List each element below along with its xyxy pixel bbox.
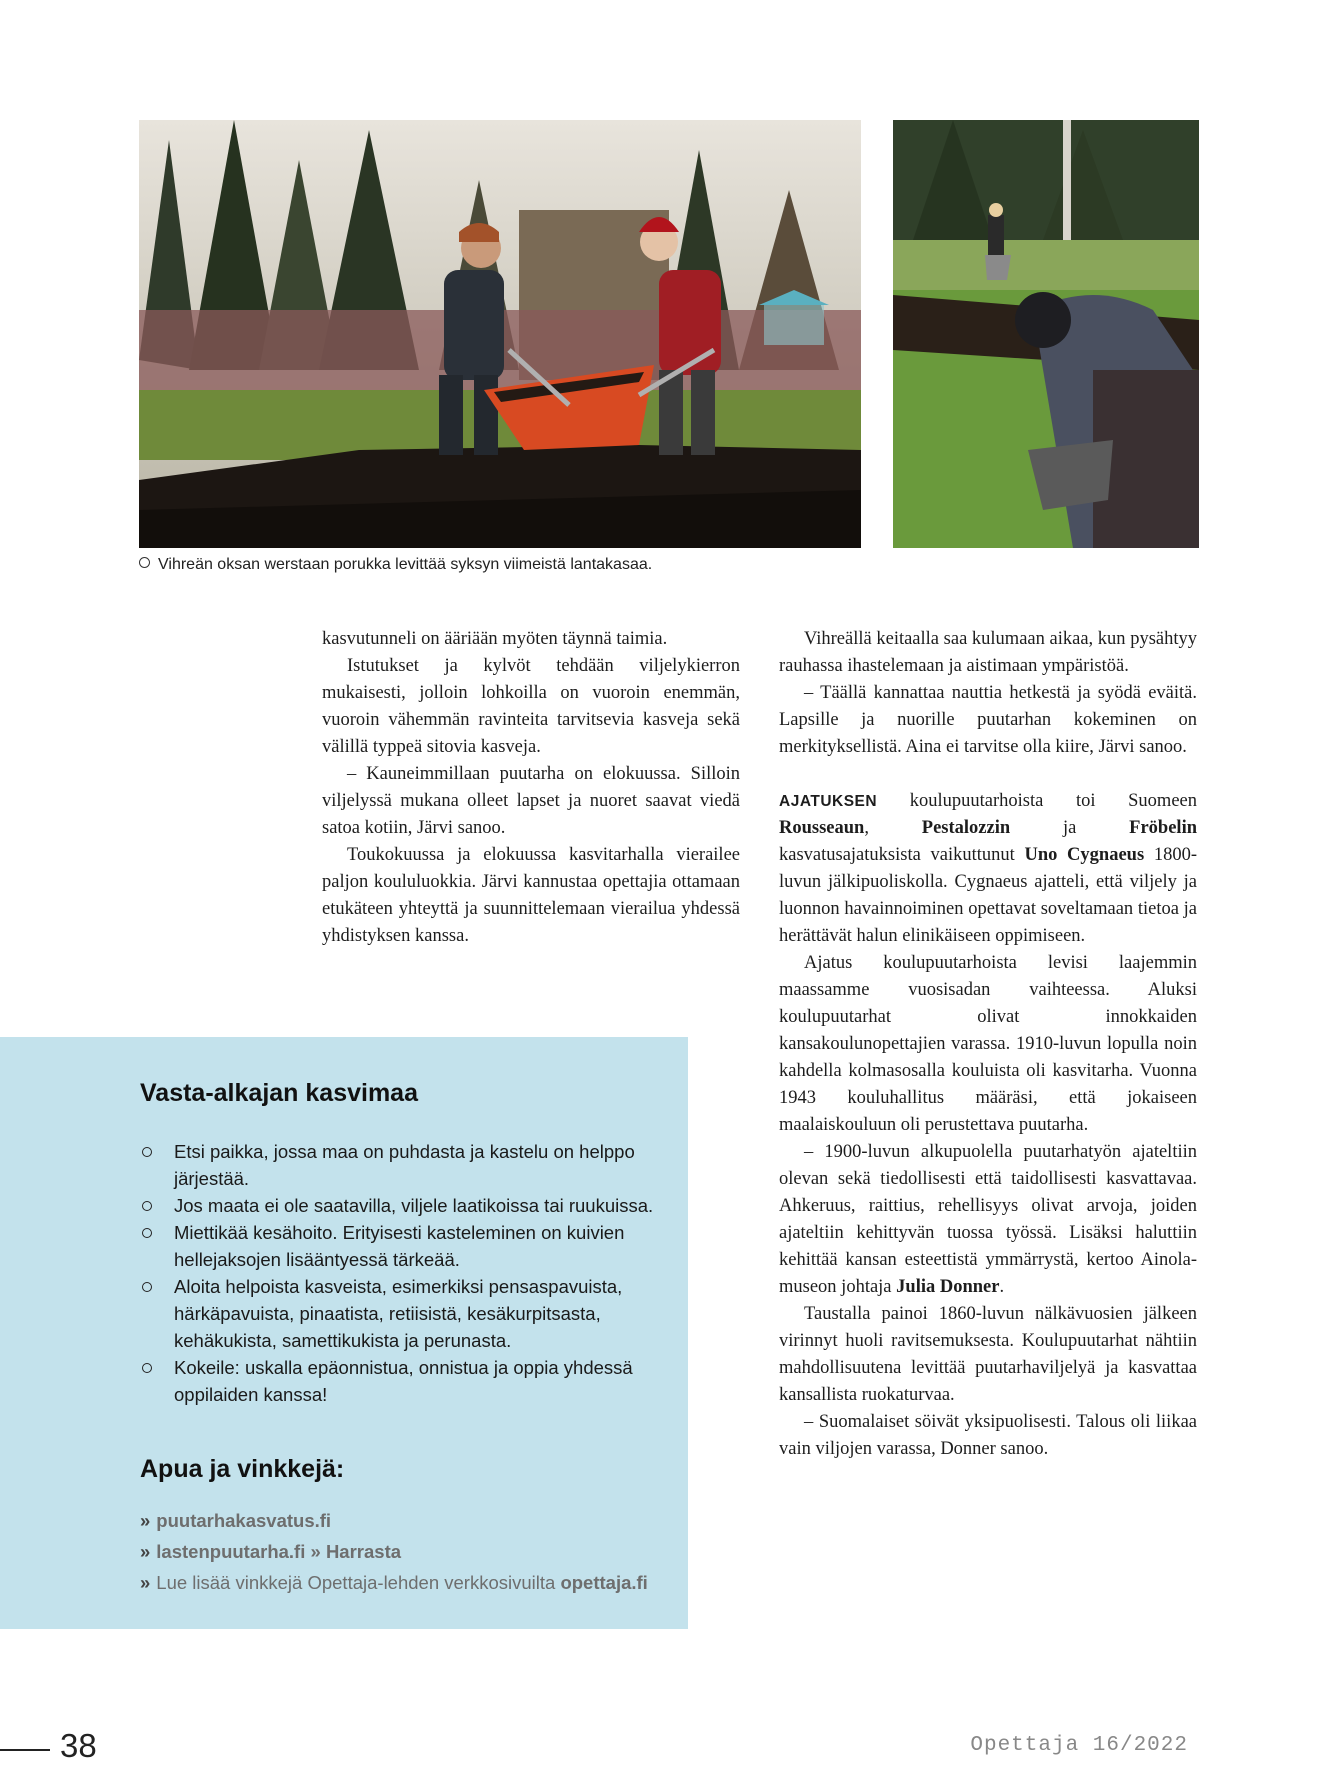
list-item: » lastenpuutarha.fi » Harrasta xyxy=(140,1541,402,1562)
lead-in-caps: AJATUKSEN xyxy=(779,793,878,810)
name-cygnaeus: Uno Cygnaeus xyxy=(1024,845,1145,865)
tips-list xyxy=(140,1138,660,1408)
links-list xyxy=(140,1505,680,1598)
link-lastenpuutarha[interactable]: lastenpuutarha.fi xyxy=(156,1541,306,1562)
caption-ring-icon xyxy=(139,557,150,568)
article-column-middle xyxy=(322,626,740,950)
list-item: » puutarhakasvatus.fi xyxy=(140,1510,332,1531)
tips-infobox xyxy=(0,1037,688,1629)
article-column-right xyxy=(779,626,1197,1463)
bullet-ring-icon xyxy=(142,1363,152,1373)
link-harrasta[interactable]: Harrasta xyxy=(325,1541,402,1562)
paragraph: – Täällä kannattaa nauttia hetkestä ja syödä eväitä. Lapsille ja nuorille puutarhan kokeminen on merkityksellistä. Aina ei tarvitse olla kiire, Järvi sanoo. xyxy=(779,683,1197,757)
paragraph: – Kauneimmillaan puutarha on elokuussa. Silloin viljelyssä mukana olleet lapset ja nuoret saavat viedä satoa kotiin, Järvi sanoo. xyxy=(322,764,740,838)
paragraph: Vihreällä keitaalla saa kulumaan aikaa, kun pysähtyy rauhassa ihastelemaan ja aistimaan ympäristöä. xyxy=(779,629,1197,676)
list-item: Miettikää kesähoito. Erityisesti kasteleminen on kuivien hellejaksojen lisääntyessä tärkeää. xyxy=(140,1219,660,1273)
footer-rule xyxy=(0,1749,50,1751)
list-item: » Lue lisää vinkkejä Opettaja-lehden verkkosivuilta opettaja.fi xyxy=(140,1572,648,1593)
links-title: Apua ja vinkkejä: xyxy=(140,1455,345,1483)
page-number: 38 xyxy=(60,1727,97,1764)
paragraph: – Suomalaiset söivät yksipuolisesti. Talous oli liikaa vain viljojen varassa, Donner sanoo. xyxy=(779,1412,1197,1459)
paragraph: kasvutunneli on ääriään myöten täynnä taimia. xyxy=(322,629,668,649)
bullet-ring-icon xyxy=(142,1147,152,1157)
magazine-issue: Opettaja 16/2022 xyxy=(970,1734,1188,1757)
bullet-ring-icon xyxy=(142,1282,152,1292)
caption-text: Vihreän oksan werstaan porukka levittää syksyn viimeistä lantakasaa. xyxy=(158,556,653,573)
link-puutarhakasvatus[interactable]: puutarhakasvatus.fi xyxy=(156,1510,332,1531)
paragraph: – 1900-luvun alkupuolella puutarhatyön ajateltiin olevan sekä tiedollisesti että taidollisesti kasvattavaa. Ahkeruus, raittius, rehellisyys olivat arvoja, joiden ajateltiin kehittyvän tuossa työssä. Lisäksi haluttiin kehittää kansan esteettistä ymmärrystä, kertoo Ainola-museon johtaja Julia Donner. xyxy=(779,1142,1197,1297)
infobox-title: Vasta-alkajan kasvimaa xyxy=(140,1079,418,1107)
name-donner: Julia Donner xyxy=(896,1277,1000,1297)
name-pestalozzi: Pestalozzin xyxy=(921,818,1011,838)
paragraph: Toukokuussa ja elokuussa kasvitarhalla vierailee paljon koululuokkia. Järvi kannustaa opettajia ottamaan etukäteen yhteyttä ja suunnittelemaan vierailua yhdessä yhdistyksen kanssa. xyxy=(322,845,740,946)
list-item: Jos maata ei ole saatavilla, viljele laatikoissa tai ruukuissa. xyxy=(140,1192,660,1219)
paragraph: Taustalla painoi 1860-luvun nälkävuosien jälkeen virinnyt huoli ravitsemuksesta. Koulupuutarhat nähtiin mahdollisuutena levittää puutarhaviljelyä ja kasvattaa kansallista ruokaturvaa. xyxy=(779,1304,1197,1405)
list-item: Kokeile: uskalla epäonnistua, onnistua ja oppia yhdessä oppilaiden kanssa! xyxy=(140,1354,660,1408)
paragraph-section-start: AJATUKSEN koulupuutarhoista toi Suomeen Rousseaun, Pestalozzin ja Fröbelin kasvatusajatuksista vaikuttunut Uno Cygnaeus 1800-luvun jälkipuoliskolla. Cygnaeus ajatteli, että viljely ja luonnon havainnoiminen opettavat soveltamaan tietoa ja herättävät halun elinikäiseen oppimiseen. xyxy=(779,791,1198,946)
list-item: Etsi paikka, jossa maa on puhdasta ja kastelu on helppo järjestää. xyxy=(140,1138,660,1192)
bullet-ring-icon xyxy=(142,1228,152,1238)
list-item: Aloita helpoista kasveista, esimerkiksi pensaspavuista, härkäpavuista, pinaatista, retiisistä, kesäkurpitsasta, kehäkukista, samettikukista ja perunasta. xyxy=(140,1273,660,1354)
link-opettaja[interactable]: opettaja.fi xyxy=(560,1572,648,1593)
bullet-ring-icon xyxy=(142,1201,152,1211)
paragraph: Istutukset ja kylvöt tehdään viljelykierron mukaisesti, jolloin lohkoilla on vuoroin enemmän, vuoroin vähemmän ravinteita tarvitsevia kasveja sekä välillä typpeä sitovia kasveja. xyxy=(322,656,740,757)
photo-gardeners-wheelbarrow xyxy=(139,120,861,548)
paragraph: Ajatus koulupuutarhoista levisi laajemmin maassamme vuosisadan vaihteessa. Aluksi koulupuutarhat olivat innokkaiden kansakoulunopettajien varassa. 1910-luvun lopulla noin kahdella kolmasosalla kouluista oli kasvitarha. Vuonna 1943 kouluhallitus määräsi, että jokaiseen maalaiskouluun oli perustettava puutarha. xyxy=(779,953,1197,1135)
name-rousseau: Rousseaun xyxy=(779,818,865,838)
photo-gardener-bending xyxy=(893,120,1199,548)
name-frobel: Fröbelin xyxy=(1129,818,1198,838)
photo-caption xyxy=(139,556,899,574)
